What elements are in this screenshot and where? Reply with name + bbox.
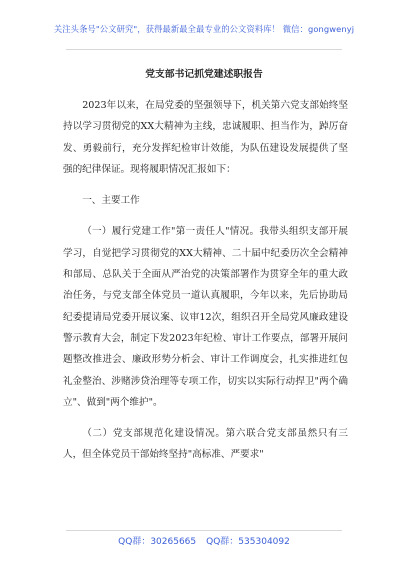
footer-divider <box>66 530 342 531</box>
intro-paragraph: 2023年以来，在局党委的坚强领导下，机关第六党支部始终坚持以学习贯彻党的XX大精神为主线，忠诚履职、担当作为，踔厉奋发、勇毅前行，充分发挥纪检审计效能，为队伍建设发展提供了坚强的纪律保证。现将履职情况汇报如下： <box>63 100 348 175</box>
header-divider <box>66 49 342 50</box>
body-paragraph: （一）履行党建工作"第一责任人"情况。我带头组织支部开展学习，自觉把学习贯彻党的XX大精神、二十届中纪委历次全会精神和部局、总队关于全面从严治党的决策部署作为贯穿全年的重大政治任务，与党支部全体党员一道认真履职，今年以来，先后协助局纪委提请局党委开展议案、议审12次，组织召开全局党风廉政建设警示教育大会，制定下发2023年纪检、审计工作要点，部署开展问题整改推进会、廉政形势分析会、审计工作调度会，扎实推进红包礼金整治、涉赌涉贷治理等专项工作，切实以实际行动捍卫"两个确立"、做到"两个维护"。 <box>63 226 348 408</box>
document-body <box>63 95 348 466</box>
document-title: 党支部书记抓党建述职报告 <box>145 69 263 80</box>
page-footer <box>0 534 408 547</box>
body-paragraph: （二）党支部规范化建设情况。第六联合党支部虽然只有三人，但全体党员干部始终坚持"高标准、严要求" <box>63 428 348 461</box>
footer-qq-group-2: QQ群：535304092 <box>206 537 290 547</box>
header-notice: 关注头条号"公文研究"，获得最新最全最专业的公文资料库！ 微信：gongwenyj <box>53 24 355 34</box>
section-heading: 一、主要工作 <box>82 195 140 207</box>
page-header <box>0 0 408 50</box>
footer-qq-group-1: QQ群：30265665 <box>118 537 197 547</box>
